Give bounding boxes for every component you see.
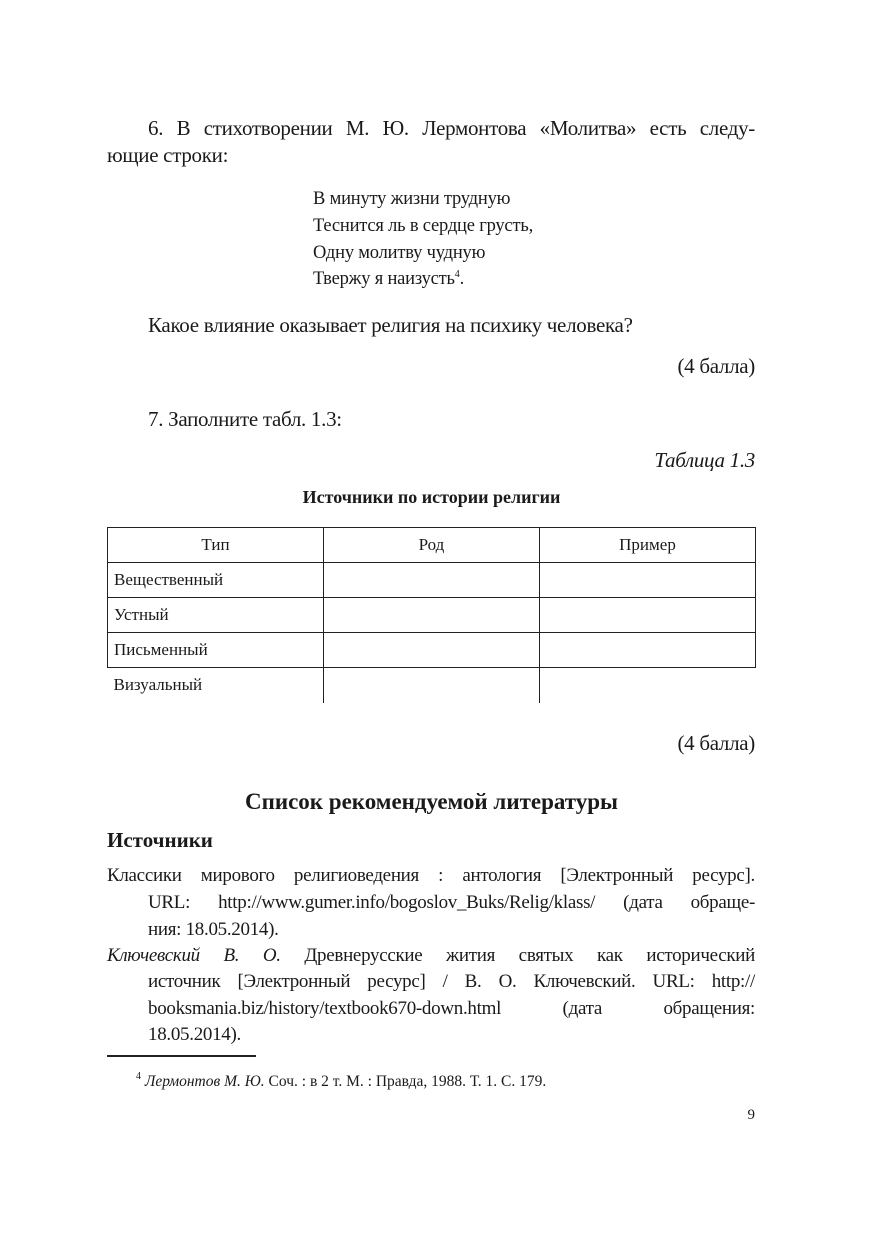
header-cell: Род [324,528,540,563]
task6-points: (4 балла) [677,354,755,378]
task6-question: Какое влияние оказывает религия на психику человека? [148,313,633,337]
literature-heading: Список рекомендуемой литературы [244,789,619,814]
empty-cell[interactable] [540,633,756,668]
empty-cell[interactable] [540,598,756,633]
type-cell: Визуальный [108,668,324,703]
bib-entry-1-line: Классики мирового религиоведения : антология [Электронный ресурс]. [107,865,755,886]
poem-line: Одну молитву чудную [313,243,486,263]
footnote-divider [107,1055,256,1057]
task6-line2: ющие строки: [107,143,229,167]
table-title: Источники по истории религии [302,487,561,507]
poem-line: Теснится ль в сердце грусть, [313,216,533,236]
type-cell: Вещественный [108,563,324,598]
task6-line1: 6. В стихотворении М. Ю. Лермонтова «Молитва» есть следу- [148,116,755,140]
bib-author: Ключевский В. О. [107,945,281,966]
poem-period: . [459,269,465,289]
header-cell: Пример [540,528,756,563]
empty-cell[interactable] [324,633,540,668]
empty-cell[interactable] [324,563,540,598]
type-cell: Письменный [108,633,324,668]
bib-entry-1-line: ния: 18.05.2014). [148,919,279,940]
footnote [136,1072,546,1090]
task7-points: (4 балла) [677,731,755,755]
page-number: 9 [747,1107,755,1123]
bib-entry-2-line: 18.05.2014). [148,1024,241,1045]
bib-text: Древнерусские жития святых как исторический [280,945,756,966]
poem-line: В минуту жизни трудную [313,189,511,209]
table-label: Таблица 1.3 [654,448,755,472]
table-row [108,633,756,668]
table-row [108,563,756,598]
footnote-ref[interactable]: 4 [454,269,460,280]
sources-subheading: Источники [107,828,213,852]
empty-cell[interactable] [324,598,540,633]
empty-cell[interactable] [540,563,756,598]
footnote-text: Соч. : в 2 т. М. : Правда, 1988. Т. 1. С. 179. [264,1073,547,1090]
bib-entry-2-line [107,946,755,965]
empty-cell[interactable] [324,668,540,703]
table-row [108,598,756,633]
bib-entry-1-line[interactable]: URL: http://www.gumer.info/bogoslov_Buks/Relig/klass/ (дата обраще- [148,892,755,913]
bib-entry-2-line[interactable]: booksmania.biz/history/textbook670-down.html (дата обращения: [148,998,755,1019]
bib-entry-2-line: источник [Электронный ресурс] / В. О. Ключевский. URL: http:// [148,971,755,992]
table-header-row [108,528,756,563]
table-row [108,668,756,703]
task7-text: 7. Заполните табл. 1.3: [148,407,342,431]
type-cell: Устный [108,598,324,633]
poem-line [313,270,464,289]
footnote-number: 4 [136,1071,141,1082]
sources-table [107,527,756,703]
footnote-author: Лермонтов М. Ю. [144,1073,265,1090]
header-cell: Тип [108,528,324,563]
empty-cell[interactable] [540,668,756,703]
poem-text: Твержу я наизусть [313,269,455,289]
